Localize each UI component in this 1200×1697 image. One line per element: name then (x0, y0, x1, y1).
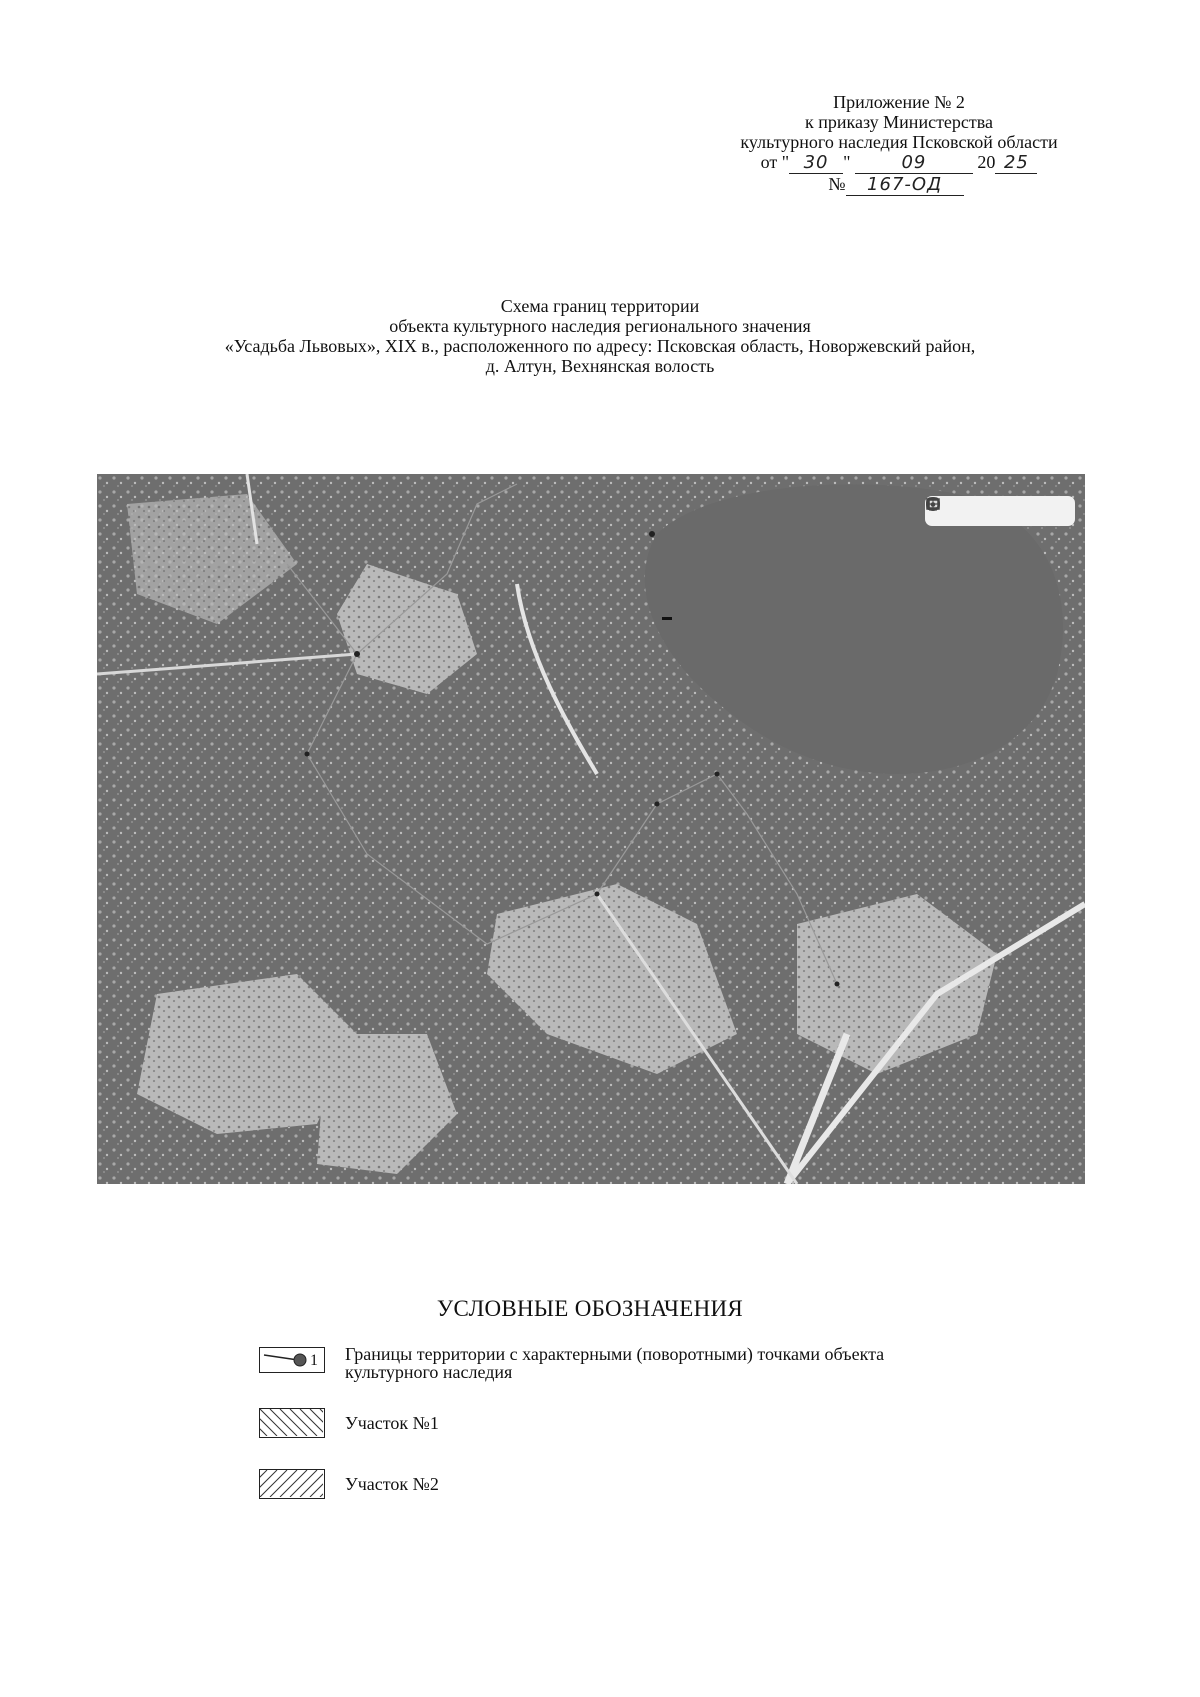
document-title (130, 296, 1070, 376)
date-separator: " (843, 152, 851, 172)
boundary-point-symbol (259, 1347, 325, 1373)
order-number: 167-ОД (846, 175, 964, 196)
date-prefix: от " (760, 152, 790, 172)
annex-header (700, 92, 1098, 196)
number-prefix: № (828, 174, 846, 194)
boundary-point (655, 802, 660, 807)
map-imagery (97, 474, 1085, 1184)
title-line-1: Схема границ территории (500, 296, 700, 316)
bus-icon[interactable] (1019, 502, 1037, 520)
layers-icon[interactable] (963, 502, 981, 520)
annex-date-line (700, 152, 1098, 174)
map-toolbar (925, 496, 1075, 526)
date-year: 25 (995, 153, 1037, 174)
boundary-point (649, 531, 655, 537)
marker-dash (662, 617, 672, 620)
title-line-2: объекта культурного наследия регионального значения (389, 316, 811, 336)
year-prefix: 20 (977, 152, 996, 172)
boundary-point (715, 772, 720, 777)
annex-line-1: Приложение № 2 (833, 92, 965, 112)
legend-text-plot-1: Участок №1 (345, 1413, 439, 1433)
legend-text-plot-2: Участок №2 (345, 1474, 439, 1494)
boundary-point (305, 752, 310, 757)
legend-title: УСЛОВНЫЕ ОБОЗНАЧЕНИЯ (436, 1296, 744, 1321)
legend-text-boundary (345, 1345, 985, 1381)
date-month: 09 (855, 153, 973, 174)
camera-icon[interactable] (991, 502, 1009, 520)
hatch-backslash-symbol (259, 1408, 325, 1438)
legend-text-boundary-line-2: культурного наследия (345, 1362, 513, 1382)
satellite-map[interactable] (97, 474, 1085, 1184)
corner-icon[interactable] (1046, 502, 1064, 520)
annex-line-2: к приказу Министерства (804, 112, 994, 132)
boundary-point-number: 1 (310, 1352, 318, 1369)
legend-text-boundary-line-1: Границы территории с характерными (поворотными) точками объекта (345, 1344, 885, 1364)
annex-number-line (700, 174, 1098, 196)
annex-line-3: культурного наследия Псковской области (740, 132, 1058, 152)
boundary-point (354, 651, 360, 657)
boundary-point (595, 892, 600, 897)
title-line-4: д. Алтун, Вехнянская волость (485, 356, 715, 376)
date-day: 30 (789, 153, 843, 174)
title-line-3: «Усадьба Львовых», XIX в., расположенного по адресу: Псковская область, Новоржевский район, (224, 336, 976, 356)
hatch-slash-symbol (259, 1469, 325, 1499)
boundary-point (835, 982, 840, 987)
